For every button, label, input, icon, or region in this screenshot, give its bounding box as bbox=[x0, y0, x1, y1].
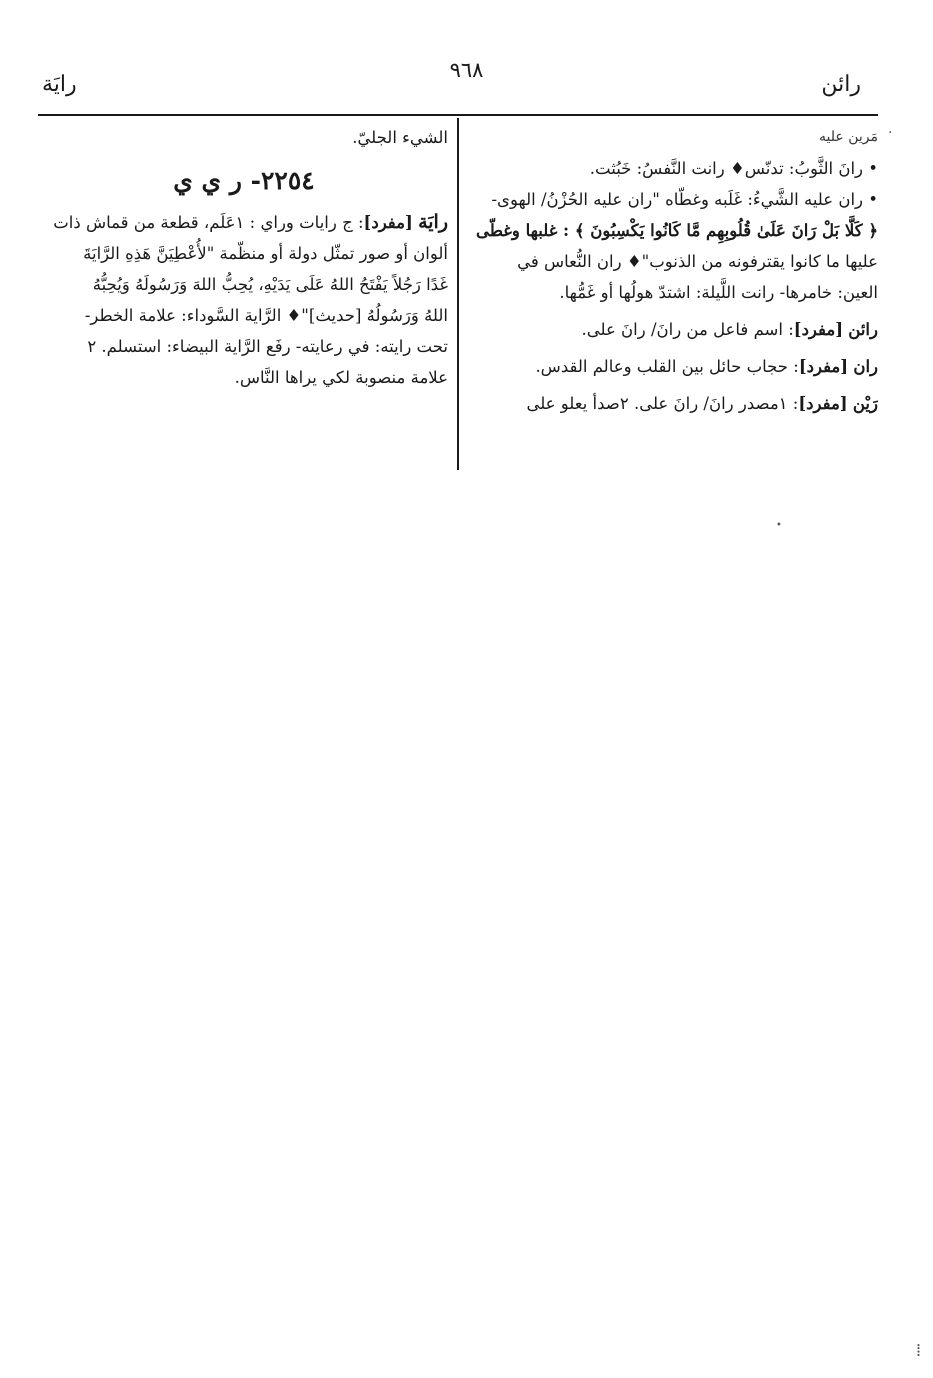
scan-speck: ⁞ bbox=[916, 1340, 922, 1361]
text-line: ألوان أو صور تمثّل دولة أو منظّمة "لأُعْطِيَنَّ هَذِهِ الرَّايَةَ bbox=[83, 244, 448, 263]
entry-tag: [مفرد] bbox=[798, 394, 848, 413]
entry-definition: : حجاب حائل بين القلب وعالم القدس. bbox=[535, 357, 799, 376]
continuation-note: مَرين عليه bbox=[819, 129, 878, 145]
entry-headword: رَيْن bbox=[852, 394, 878, 413]
text-line: • ران عليه الشَّيءُ: غَلَبه وغطّاه "ران عليه الحُزْنُ/ الهوى- bbox=[491, 190, 878, 209]
left-column bbox=[40, 122, 448, 393]
header-rule bbox=[38, 114, 878, 116]
page-number: ٩٦٨ bbox=[449, 58, 484, 82]
entry-headword: رايَة bbox=[418, 211, 448, 233]
text-line: تحت رايته: في رعايته- رفَع الرَّاية البيضاء: استسلم. ٢ bbox=[87, 337, 448, 356]
entry-definition: : ج رايات وراي : ١عَلَم، قطعة من قماش ذات bbox=[53, 213, 364, 232]
entry-tag: [مفرد] bbox=[363, 213, 413, 232]
text-line: عليها ما كانوا يقترفونه من الذنوب"♦ ران النُّعاس في bbox=[517, 252, 878, 271]
entry-tag: [مفرد] bbox=[798, 357, 849, 376]
text-line: غَدًا رَجُلاً يَفْتَحُ اللهُ عَلَى يَدَيْهِ، يُحِبُّ اللهَ وَرَسُولَهُ وَيُحِبُّهُ bbox=[92, 275, 448, 294]
dictionary-entry bbox=[40, 207, 448, 238]
dictionary-entry bbox=[470, 351, 878, 382]
text-line: • رانَ الثَّوبُ: تدنّس♦ رانت النَّفسُ: خَبُثت. bbox=[589, 159, 878, 178]
scan-speck: · bbox=[888, 125, 893, 141]
quran-verse-line: ﴿ كَلَّا بَلْ رَانَ عَلَىٰ قُلُوبِهِم مَّا كَانُوا يَكْسِبُونَ ﴾ : غلبها وغطّى bbox=[475, 221, 878, 240]
right-column bbox=[470, 122, 878, 419]
text-line: اللهُ وَرَسُولُهُ [حديث]"♦ الرَّاية السَّوداء: علامة الخطر- bbox=[84, 306, 448, 325]
text-line: الشيء الجليّ. bbox=[352, 128, 448, 147]
column-divider bbox=[457, 118, 459, 470]
entry-definition: : ١مصدر رانَ/ رانَ على. ٢صدأ يعلو على bbox=[526, 394, 799, 413]
entry-definition: : اسم فاعل من رانَ/ رانَ على. bbox=[581, 320, 794, 339]
entry-headword: رائن bbox=[848, 320, 878, 339]
scan-speck: • bbox=[776, 520, 782, 531]
entry-headword: ران bbox=[853, 357, 878, 376]
header-left-word: رايَة bbox=[42, 72, 77, 97]
dictionary-entry bbox=[470, 388, 878, 419]
dictionary-entry bbox=[470, 314, 878, 345]
entry-tag: [مفرد] bbox=[793, 320, 844, 339]
header-right-word: رائن bbox=[821, 72, 861, 97]
text-line: علامة منصوبة لكي يراها النَّاس. bbox=[234, 368, 448, 387]
root-heading: ٢٢٥٤- ر ي ي bbox=[173, 166, 315, 195]
text-line: العين: خامرها- رانت اللَّيلة: اشتدّ هولُها أو غَمُّها. bbox=[559, 283, 878, 302]
